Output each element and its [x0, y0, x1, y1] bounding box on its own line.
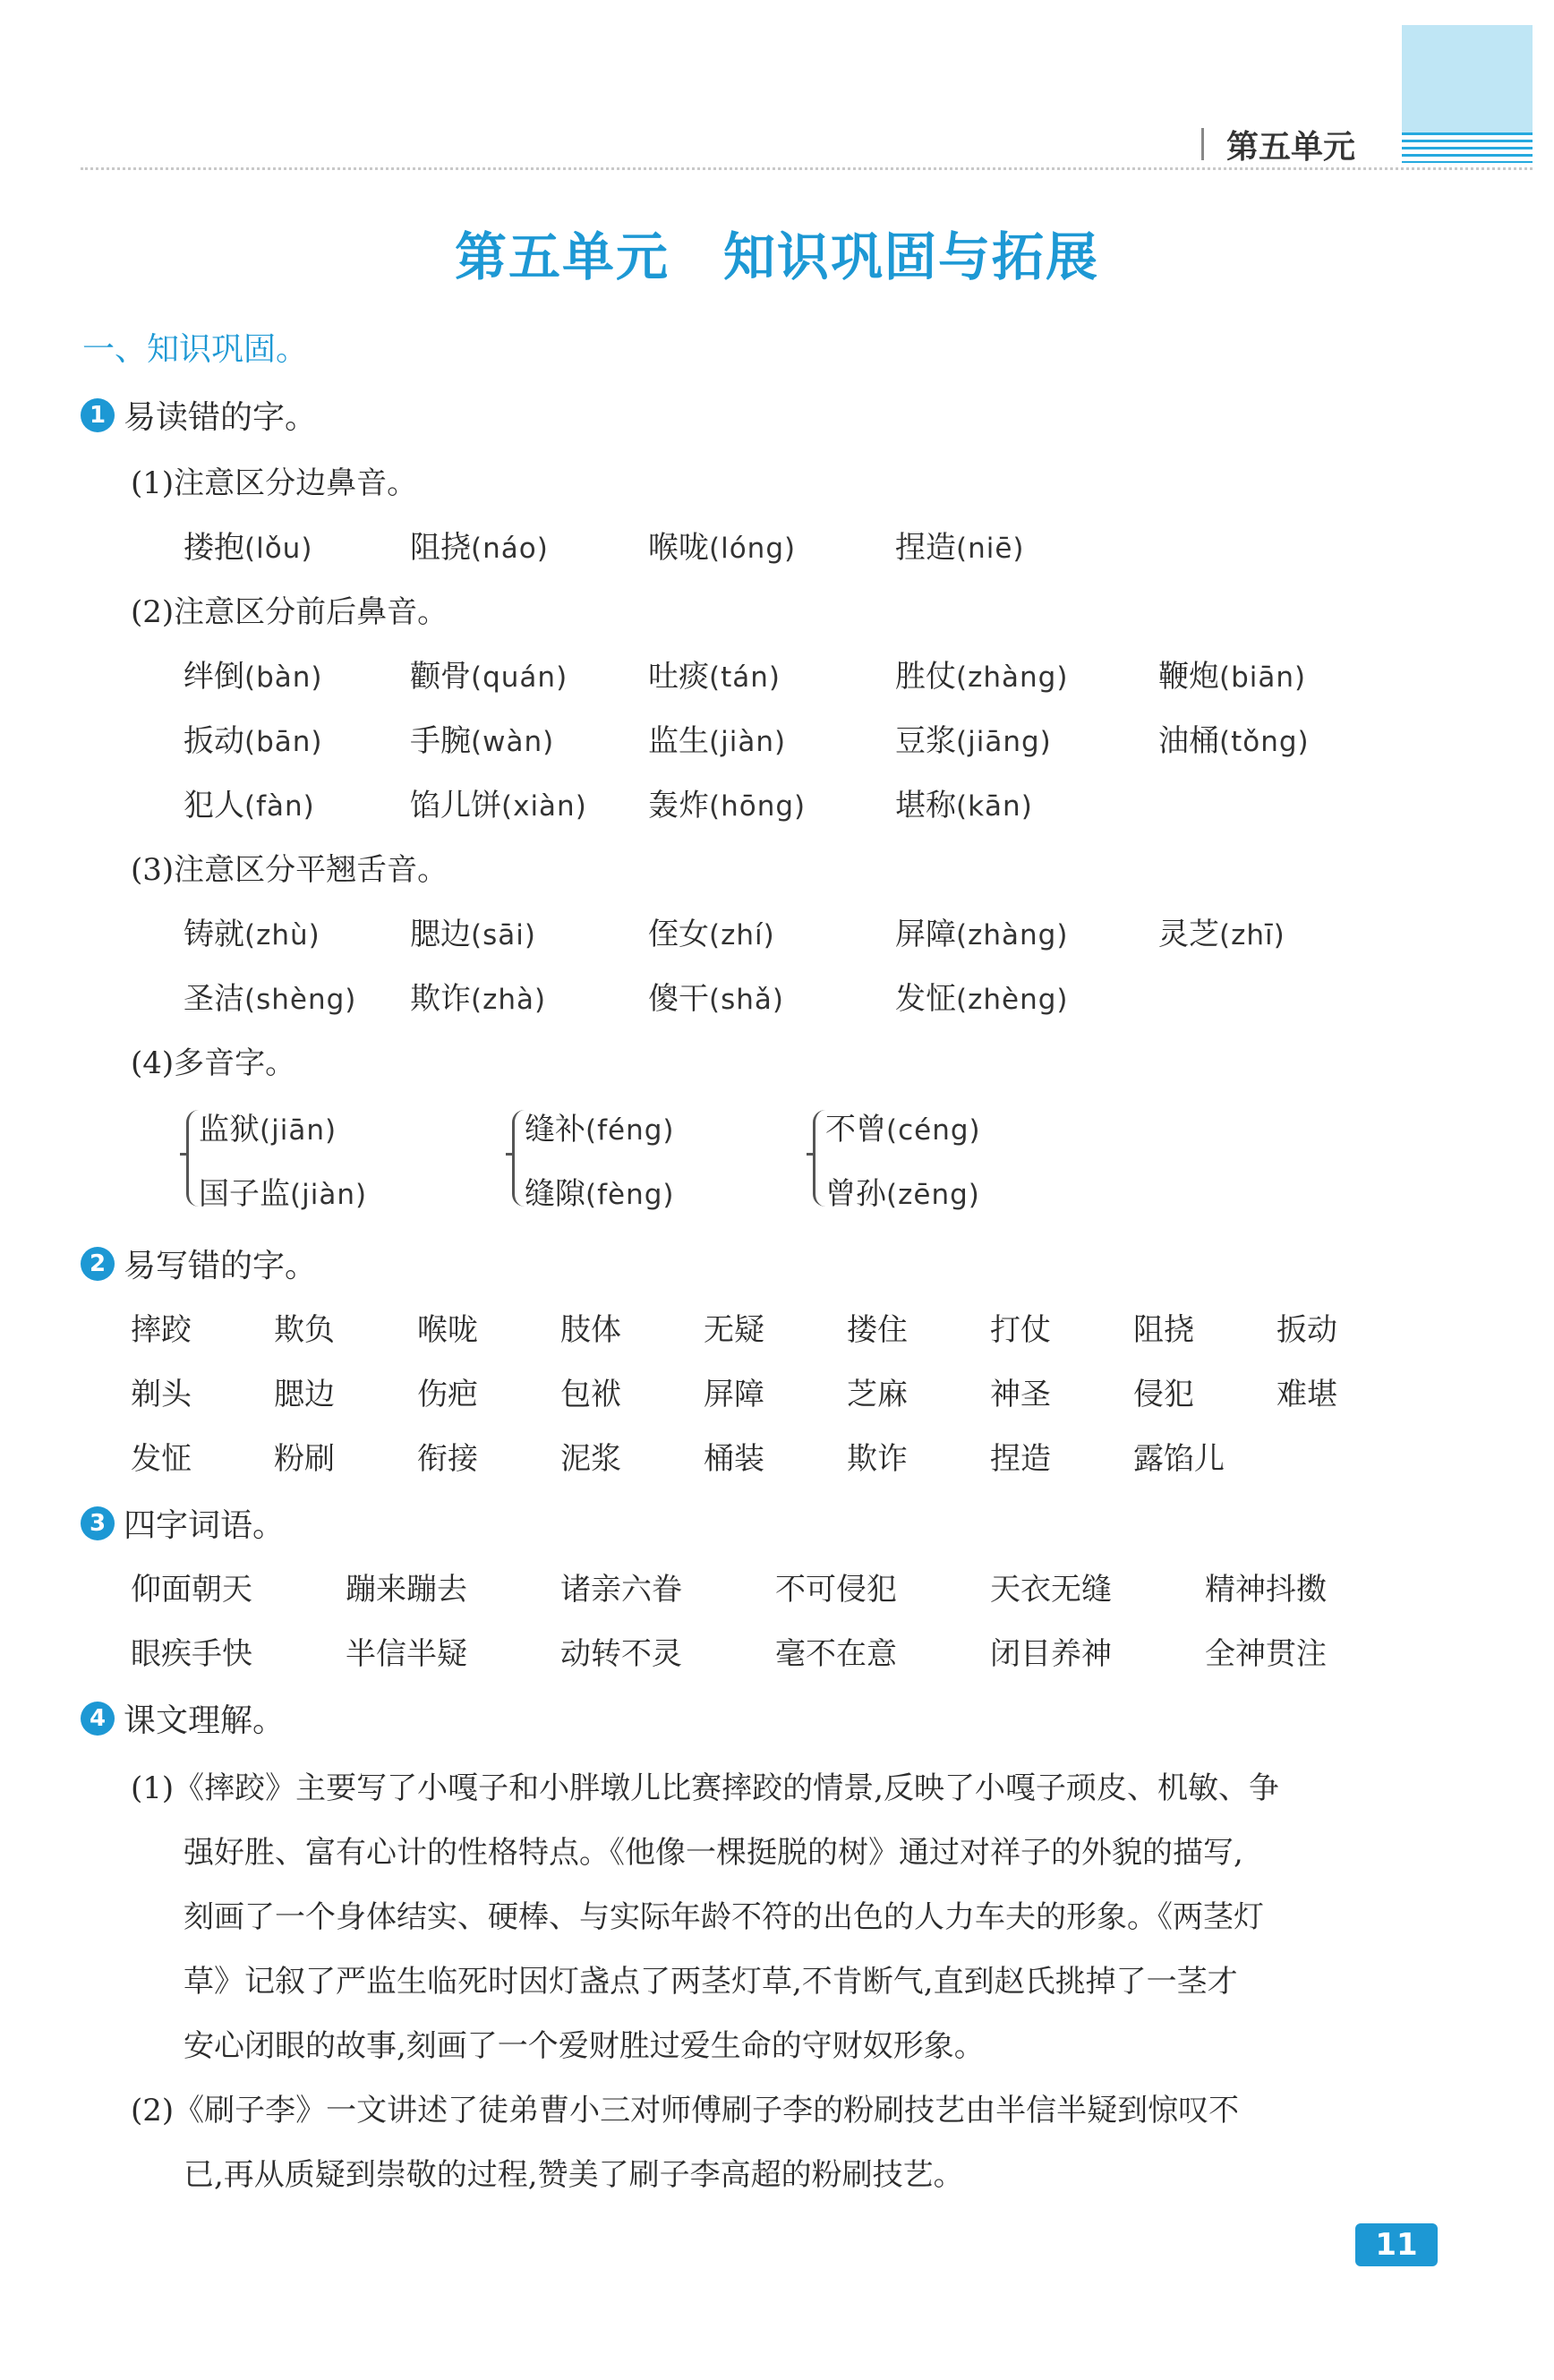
question-number-badge: 3	[81, 1506, 115, 1540]
word-item: 衔接	[417, 1441, 478, 1477]
question-3-label: 四字词语。	[124, 1507, 286, 1544]
pinyin-item: 手腕(wàn)	[410, 723, 555, 759]
pinyin-item: 监狱(jiān)	[199, 1112, 337, 1147]
word-item: 半信半疑	[346, 1636, 467, 1672]
word-item: 泥浆	[560, 1441, 621, 1477]
question-4-label: 课文理解。	[124, 1702, 286, 1739]
question-1-label: 易读错的字。	[124, 399, 318, 436]
pinyin-item: 犯人(fàn)	[184, 788, 315, 823]
pinyin-item: 阻挠(náo)	[410, 530, 549, 566]
pinyin-item: 铸就(zhù)	[184, 917, 320, 952]
word-item: 伤疤	[417, 1377, 478, 1412]
pinyin-item: 缝隙(fèng)	[525, 1176, 675, 1212]
pinyin-item: 轰炸(hōng)	[648, 788, 807, 823]
pinyin-item: 曾孙(zēng)	[825, 1176, 980, 1212]
question-number-badge: 2	[81, 1247, 115, 1281]
paragraph-line: 刻画了一个身体结实、硬棒、与实际年龄不符的出色的人力车夫的形象。《两茎灯	[184, 1899, 1264, 1935]
word-item: 粉刷	[274, 1441, 335, 1477]
paragraph-line: 草》记叙了严监生临死时因灯盏点了两茎灯草,不肯断气,直到赵氏挑掉了一茎才	[184, 1964, 1238, 2000]
word-item: 天衣无缝	[990, 1572, 1112, 1608]
pinyin-item: 监生(jiàn)	[648, 723, 787, 759]
header-color-tab	[1402, 25, 1533, 132]
word-item: 毫不在意	[775, 1636, 897, 1672]
word-item: 精神抖擞	[1205, 1572, 1327, 1608]
paragraph-line: (2)《刷子李》一文讲述了徒弟曹小三对师傅刷子李的粉刷技艺由半信半疑到惊叹不	[131, 2093, 1240, 2128]
word-item: 诸亲六眷	[560, 1572, 682, 1608]
word-item: 屏障	[704, 1377, 764, 1412]
header-stripe-bar	[1402, 132, 1533, 163]
word-item: 扳动	[1276, 1312, 1337, 1348]
pinyin-item: 屏障(zhàng)	[895, 917, 1069, 952]
pinyin-item: 捏造(niē)	[895, 530, 1025, 566]
title-part2: 知识巩固与拓展	[723, 226, 1100, 287]
question-4-heading	[81, 1695, 285, 1741]
pinyin-item: 堪称(kān)	[895, 788, 1033, 823]
page-title	[0, 215, 1554, 290]
question-number-badge: 4	[81, 1702, 115, 1736]
pinyin-item: 扳动(bān)	[184, 723, 323, 759]
header-divider	[1201, 128, 1204, 160]
word-item: 搂住	[847, 1312, 908, 1348]
q1-group-3-label: (3)注意区分平翘舌音。	[131, 852, 448, 888]
page-number: 11	[1355, 2223, 1438, 2266]
word-item: 肢体	[560, 1312, 621, 1348]
pinyin-item: 灵芝(zhī)	[1158, 917, 1285, 952]
word-item: 难堪	[1276, 1377, 1337, 1412]
pinyin-item: 喉咙(lóng)	[648, 530, 797, 566]
header-dotted-rule	[81, 167, 1533, 170]
word-item: 蹦来蹦去	[346, 1572, 467, 1608]
word-item: 闭目养神	[990, 1636, 1112, 1672]
question-2-heading	[81, 1241, 317, 1286]
pinyin-item: 鞭炮(biān)	[1158, 659, 1307, 695]
header-unit-label: 第五单元	[1226, 129, 1356, 166]
word-item: 无疑	[704, 1312, 764, 1348]
question-3-heading	[81, 1500, 285, 1546]
word-item: 欺负	[274, 1312, 335, 1348]
pinyin-item: 国子监(jiàn)	[199, 1176, 368, 1212]
question-1-heading	[81, 392, 317, 438]
pinyin-item: 油桶(tǒng)	[1158, 723, 1310, 759]
pinyin-item: 颧骨(quán)	[410, 659, 568, 695]
question-number-badge: 1	[81, 398, 115, 432]
title-part1: 第五单元	[454, 226, 670, 287]
word-item: 桶装	[704, 1441, 764, 1477]
pinyin-item: 缝补(féng)	[525, 1112, 675, 1147]
q1-group-2-label: (2)注意区分前后鼻音。	[131, 594, 448, 630]
word-item: 摔跤	[131, 1312, 192, 1348]
pinyin-item: 发怔(zhèng)	[895, 981, 1069, 1017]
pinyin-item: 傻干(shǎ)	[648, 981, 784, 1017]
word-item: 不可侵犯	[775, 1572, 897, 1608]
section-heading: 一、知识巩固。	[82, 331, 309, 368]
word-item: 露馅儿	[1133, 1441, 1225, 1477]
word-item: 捏造	[990, 1441, 1051, 1477]
pinyin-item: 搂抱(lǒu)	[184, 530, 313, 566]
pinyin-item: 侄女(zhí)	[648, 917, 775, 952]
word-item: 打仗	[990, 1312, 1051, 1348]
q1-group-4-label: (4)多音字。	[131, 1045, 296, 1081]
pinyin-item: 腮边(sāi)	[410, 917, 536, 952]
pinyin-item: 绊倒(bàn)	[184, 659, 323, 695]
word-item: 眼疾手快	[131, 1636, 252, 1672]
pinyin-item: 欺诈(zhà)	[410, 981, 547, 1017]
word-item: 喉咙	[417, 1312, 478, 1348]
word-item: 仰面朝天	[131, 1572, 252, 1608]
pinyin-item: 馅儿饼(xiàn)	[410, 788, 587, 823]
pinyin-item: 吐痰(tán)	[648, 659, 781, 695]
word-item: 侵犯	[1133, 1377, 1194, 1412]
paragraph-line: 已,再从质疑到崇敬的过程,赞美了刷子李高超的粉刷技艺。	[184, 2157, 964, 2193]
word-item: 动转不灵	[560, 1636, 682, 1672]
paragraph-line: 强好胜、富有心计的性格特点。《他像一棵挺脱的树》通过对祥子的外貌的描写,	[184, 1835, 1243, 1871]
paragraph-line: (1)《摔跤》主要写了小嘎子和小胖墩儿比赛摔跤的情景,反映了小嘎子顽皮、机敏、争	[131, 1770, 1279, 1806]
word-item: 神圣	[990, 1377, 1051, 1412]
word-item: 阻挠	[1133, 1312, 1194, 1348]
word-item: 芝麻	[847, 1377, 908, 1412]
pinyin-item: 不曾(céng)	[825, 1112, 981, 1147]
pinyin-item: 圣洁(shèng)	[184, 981, 357, 1017]
word-item: 发怔	[131, 1441, 192, 1477]
word-item: 欺诈	[847, 1441, 908, 1477]
word-item: 包袱	[560, 1377, 621, 1412]
paragraph-line: 安心闭眼的故事,刻画了一个爱财胜过爱生命的守财奴形象。	[184, 2028, 985, 2064]
word-item: 全神贯注	[1205, 1636, 1327, 1672]
word-item: 剃头	[131, 1377, 192, 1412]
pinyin-item: 胜仗(zhàng)	[895, 659, 1069, 695]
word-item: 腮边	[274, 1377, 335, 1412]
pinyin-item: 豆浆(jiāng)	[895, 723, 1052, 759]
q1-group-1-label: (1)注意区分边鼻音。	[131, 465, 418, 501]
question-2-label: 易写错的字。	[124, 1248, 318, 1284]
